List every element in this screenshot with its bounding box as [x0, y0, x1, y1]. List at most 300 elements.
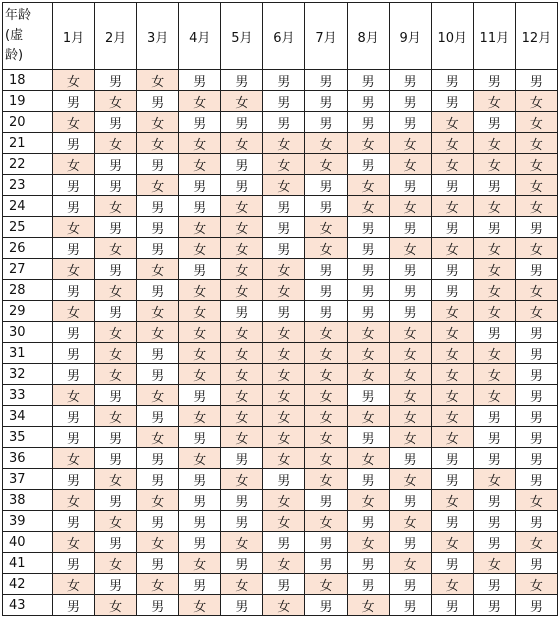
- gender-cell: 男: [179, 175, 221, 196]
- gender-cell: 女: [95, 553, 137, 574]
- gender-cell: 女: [221, 574, 263, 595]
- gender-cell: 男: [347, 385, 389, 406]
- gender-cell: 男: [263, 112, 305, 133]
- gender-cell: 男: [179, 196, 221, 217]
- gender-cell: 男: [347, 469, 389, 490]
- gender-cell: 女: [95, 238, 137, 259]
- gender-cell: 女: [431, 238, 473, 259]
- gender-cell: 女: [305, 574, 347, 595]
- gender-cell: 女: [347, 175, 389, 196]
- gender-cell: 男: [95, 154, 137, 175]
- gender-cell: 女: [305, 385, 347, 406]
- gender-cell: 男: [515, 343, 557, 364]
- gender-cell: 女: [179, 238, 221, 259]
- gender-cell: 男: [305, 280, 347, 301]
- gender-cell: 男: [305, 196, 347, 217]
- gender-cell: 男: [137, 553, 179, 574]
- gender-cell: 女: [473, 301, 515, 322]
- gender-cell: 男: [347, 91, 389, 112]
- gender-cell: 男: [389, 532, 431, 553]
- gender-cell: 女: [515, 532, 557, 553]
- gender-cell: 男: [431, 175, 473, 196]
- gender-cell: 女: [95, 322, 137, 343]
- gender-cell: 女: [347, 406, 389, 427]
- gender-cell: 男: [389, 259, 431, 280]
- gender-cell: 男: [473, 70, 515, 91]
- gender-cell: 男: [263, 196, 305, 217]
- gender-cell: 女: [347, 448, 389, 469]
- gender-cell: 男: [179, 469, 221, 490]
- gender-cell: 男: [137, 217, 179, 238]
- gender-cell: 女: [347, 322, 389, 343]
- gender-cell: 男: [389, 490, 431, 511]
- gender-cell: 男: [179, 70, 221, 91]
- gender-cell: 女: [53, 385, 95, 406]
- gender-cell: 男: [515, 553, 557, 574]
- gender-cell: 女: [179, 364, 221, 385]
- gender-cell: 男: [389, 175, 431, 196]
- gender-cell: 男: [347, 427, 389, 448]
- gender-cell: 男: [473, 595, 515, 616]
- gender-cell: 女: [137, 259, 179, 280]
- table-row: [3, 490, 558, 511]
- gender-cell: 男: [347, 112, 389, 133]
- table-row: [3, 532, 558, 553]
- gender-cell: 男: [95, 301, 137, 322]
- table-row: [3, 553, 558, 574]
- month-header: 9月: [389, 3, 431, 70]
- gender-cell: 女: [221, 259, 263, 280]
- age-cell: 23: [3, 175, 53, 196]
- gender-cell: 女: [431, 406, 473, 427]
- gender-cell: 男: [95, 574, 137, 595]
- gender-cell: 女: [53, 154, 95, 175]
- gender-cell: 男: [515, 259, 557, 280]
- gender-cell: 女: [473, 280, 515, 301]
- age-cell: 31: [3, 343, 53, 364]
- gender-cell: 男: [179, 490, 221, 511]
- gender-cell: 男: [221, 70, 263, 91]
- gender-cell: 女: [221, 196, 263, 217]
- age-cell: 36: [3, 448, 53, 469]
- gender-cell: 女: [95, 469, 137, 490]
- gender-cell: 男: [515, 385, 557, 406]
- gender-cell: 女: [95, 133, 137, 154]
- age-cell: 20: [3, 112, 53, 133]
- gender-cell: 男: [347, 217, 389, 238]
- gender-cell: 女: [95, 280, 137, 301]
- age-cell: 42: [3, 574, 53, 595]
- gender-cell: 女: [473, 91, 515, 112]
- gender-cell: 男: [179, 427, 221, 448]
- header-row: [3, 3, 558, 70]
- month-header: 1月: [53, 3, 95, 70]
- gender-cell: 男: [305, 595, 347, 616]
- gender-cell: 女: [179, 280, 221, 301]
- gender-cell: 女: [53, 448, 95, 469]
- gender-cell: 男: [53, 553, 95, 574]
- gender-cell: 女: [53, 70, 95, 91]
- gender-cell: 男: [53, 406, 95, 427]
- gender-cell: 女: [431, 532, 473, 553]
- gender-cell: 男: [305, 91, 347, 112]
- gender-cell: 男: [95, 259, 137, 280]
- gender-cell: 女: [389, 133, 431, 154]
- gender-cell: 男: [53, 511, 95, 532]
- gender-cell: 男: [473, 112, 515, 133]
- age-cell: 19: [3, 91, 53, 112]
- gender-cell: 男: [137, 238, 179, 259]
- table-row: [3, 511, 558, 532]
- gender-cell: 女: [179, 553, 221, 574]
- gender-cell: 男: [473, 217, 515, 238]
- gender-cell: 女: [137, 427, 179, 448]
- gender-cell: 男: [305, 532, 347, 553]
- gender-cell: 女: [53, 217, 95, 238]
- gender-cell: 男: [221, 112, 263, 133]
- gender-cell: 女: [221, 343, 263, 364]
- gender-cell: 女: [515, 175, 557, 196]
- age-cell: 18: [3, 70, 53, 91]
- gender-cell: 女: [431, 301, 473, 322]
- gender-cell: 男: [137, 196, 179, 217]
- gender-cell: 男: [473, 511, 515, 532]
- gender-cell: 女: [305, 154, 347, 175]
- gender-cell: 男: [179, 532, 221, 553]
- gender-cell: 男: [305, 553, 347, 574]
- gender-cell: 女: [263, 511, 305, 532]
- gender-cell: 男: [53, 427, 95, 448]
- gender-cell: 女: [179, 595, 221, 616]
- gender-cell: 女: [305, 469, 347, 490]
- gender-cell: 女: [431, 490, 473, 511]
- age-cell: 21: [3, 133, 53, 154]
- gender-cell: 男: [347, 553, 389, 574]
- gender-cell: 男: [95, 427, 137, 448]
- age-cell: 35: [3, 427, 53, 448]
- gender-cell: 男: [473, 427, 515, 448]
- gender-cell: 女: [221, 238, 263, 259]
- gender-cell: 女: [473, 553, 515, 574]
- gender-cell: 女: [137, 175, 179, 196]
- table-row: [3, 427, 558, 448]
- gender-cell: 男: [221, 490, 263, 511]
- gender-cell: 女: [305, 427, 347, 448]
- gender-cell: 男: [389, 217, 431, 238]
- gender-cell: 女: [515, 490, 557, 511]
- age-cell: 33: [3, 385, 53, 406]
- gender-cell: 男: [473, 322, 515, 343]
- gender-cell: 男: [263, 70, 305, 91]
- gender-cell: 女: [473, 343, 515, 364]
- gender-cell: 男: [305, 301, 347, 322]
- gender-cell: 女: [263, 154, 305, 175]
- month-header: 7月: [305, 3, 347, 70]
- gender-cell: 女: [137, 112, 179, 133]
- gender-cell: 男: [95, 175, 137, 196]
- gender-cell: 男: [431, 259, 473, 280]
- gender-cell: 女: [179, 301, 221, 322]
- age-column-header: [3, 3, 53, 70]
- gender-cell: 女: [473, 133, 515, 154]
- table-row: [3, 469, 558, 490]
- month-header: 12月: [515, 3, 557, 70]
- gender-cell: 男: [179, 574, 221, 595]
- gender-cell: 男: [431, 595, 473, 616]
- gender-cell: 男: [95, 385, 137, 406]
- gender-cell: 女: [137, 322, 179, 343]
- gender-cell: 男: [137, 343, 179, 364]
- gender-cell: 女: [95, 196, 137, 217]
- gender-cell: 男: [53, 595, 95, 616]
- gender-cell: 男: [431, 511, 473, 532]
- table-row: [3, 175, 558, 196]
- gender-cell: 女: [305, 343, 347, 364]
- gender-cell: 男: [137, 448, 179, 469]
- gender-prediction-table: [2, 2, 558, 616]
- gender-cell: 女: [221, 469, 263, 490]
- gender-cell: 女: [221, 385, 263, 406]
- gender-cell: 男: [347, 280, 389, 301]
- gender-cell: 男: [515, 427, 557, 448]
- gender-cell: 男: [347, 238, 389, 259]
- gender-cell: 男: [137, 595, 179, 616]
- table-row: [3, 91, 558, 112]
- gender-cell: 女: [515, 238, 557, 259]
- age-cell: 22: [3, 154, 53, 175]
- gender-cell: 男: [263, 238, 305, 259]
- gender-cell: 女: [389, 553, 431, 574]
- gender-cell: 女: [137, 133, 179, 154]
- gender-cell: 男: [347, 301, 389, 322]
- month-header: 4月: [179, 3, 221, 70]
- gender-cell: 女: [263, 343, 305, 364]
- gender-cell: 男: [431, 91, 473, 112]
- gender-cell: 女: [263, 175, 305, 196]
- gender-cell: 女: [221, 322, 263, 343]
- gender-cell: 男: [389, 574, 431, 595]
- gender-cell: 男: [95, 70, 137, 91]
- gender-cell: 男: [137, 91, 179, 112]
- table-row: [3, 406, 558, 427]
- age-cell: 27: [3, 259, 53, 280]
- gender-cell: 男: [389, 301, 431, 322]
- gender-cell: 女: [389, 196, 431, 217]
- gender-cell: 女: [137, 490, 179, 511]
- gender-cell: 男: [95, 217, 137, 238]
- gender-cell: 男: [431, 217, 473, 238]
- gender-cell: 女: [53, 490, 95, 511]
- gender-cell: 女: [347, 196, 389, 217]
- gender-cell: 女: [263, 385, 305, 406]
- gender-cell: 男: [347, 259, 389, 280]
- age-cell: 26: [3, 238, 53, 259]
- gender-cell: 女: [389, 427, 431, 448]
- gender-cell: 女: [95, 406, 137, 427]
- gender-cell: 女: [137, 70, 179, 91]
- age-cell: 34: [3, 406, 53, 427]
- gender-cell: 男: [53, 364, 95, 385]
- gender-cell: 男: [431, 70, 473, 91]
- gender-cell: 男: [305, 490, 347, 511]
- table-row: [3, 448, 558, 469]
- table-row: [3, 574, 558, 595]
- gender-cell: 女: [431, 133, 473, 154]
- gender-cell: 男: [137, 280, 179, 301]
- gender-cell: 女: [515, 196, 557, 217]
- gender-cell: 女: [95, 91, 137, 112]
- gender-cell: 男: [389, 448, 431, 469]
- gender-cell: 男: [179, 259, 221, 280]
- gender-cell: 女: [347, 133, 389, 154]
- gender-cell: 女: [347, 595, 389, 616]
- gender-cell: 女: [431, 574, 473, 595]
- gender-cell: 女: [473, 469, 515, 490]
- table-body: [3, 70, 558, 616]
- gender-cell: 女: [473, 196, 515, 217]
- gender-cell: 女: [95, 595, 137, 616]
- gender-cell: 男: [53, 322, 95, 343]
- gender-cell: 女: [221, 364, 263, 385]
- gender-cell: 女: [347, 343, 389, 364]
- gender-cell: 男: [389, 91, 431, 112]
- gender-cell: 男: [263, 469, 305, 490]
- gender-cell: 男: [473, 532, 515, 553]
- gender-cell: 男: [263, 91, 305, 112]
- gender-cell: 女: [389, 238, 431, 259]
- gender-cell: 男: [95, 112, 137, 133]
- gender-cell: 女: [137, 385, 179, 406]
- gender-cell: 女: [431, 385, 473, 406]
- gender-cell: 男: [515, 595, 557, 616]
- gender-cell: 女: [389, 406, 431, 427]
- gender-cell: 女: [389, 364, 431, 385]
- table-header: [3, 3, 558, 70]
- gender-cell: 男: [95, 448, 137, 469]
- gender-cell: 男: [221, 301, 263, 322]
- gender-cell: 男: [305, 112, 347, 133]
- age-cell: 24: [3, 196, 53, 217]
- gender-cell: 男: [389, 112, 431, 133]
- gender-cell: 女: [221, 532, 263, 553]
- month-header: 10月: [431, 3, 473, 70]
- gender-cell: 女: [389, 511, 431, 532]
- month-header: 5月: [221, 3, 263, 70]
- gender-cell: 女: [389, 154, 431, 175]
- gender-cell: 女: [221, 217, 263, 238]
- gender-cell: 男: [389, 280, 431, 301]
- gender-cell: 男: [305, 259, 347, 280]
- gender-cell: 男: [515, 364, 557, 385]
- gender-cell: 男: [53, 469, 95, 490]
- month-header: 6月: [263, 3, 305, 70]
- gender-cell: 女: [263, 448, 305, 469]
- gender-cell: 女: [515, 133, 557, 154]
- gender-cell: 女: [389, 385, 431, 406]
- gender-cell: 女: [389, 469, 431, 490]
- gender-cell: 女: [347, 364, 389, 385]
- age-header-line: (虚: [5, 28, 24, 43]
- gender-cell: 男: [515, 70, 557, 91]
- gender-cell: 女: [263, 259, 305, 280]
- gender-cell: 女: [179, 154, 221, 175]
- gender-cell: 男: [53, 196, 95, 217]
- gender-cell: 女: [95, 343, 137, 364]
- gender-cell: 女: [515, 301, 557, 322]
- gender-cell: 女: [305, 238, 347, 259]
- gender-cell: 男: [515, 406, 557, 427]
- gender-cell: 女: [53, 532, 95, 553]
- month-header: 2月: [95, 3, 137, 70]
- gender-cell: 女: [179, 406, 221, 427]
- gender-cell: 女: [305, 322, 347, 343]
- table-row: [3, 301, 558, 322]
- gender-cell: 女: [53, 112, 95, 133]
- gender-cell: 男: [389, 595, 431, 616]
- table-row: [3, 154, 558, 175]
- gender-cell: 女: [431, 364, 473, 385]
- gender-cell: 女: [473, 238, 515, 259]
- gender-cell: 男: [347, 574, 389, 595]
- gender-cell: 男: [95, 532, 137, 553]
- gender-cell: 男: [431, 448, 473, 469]
- gender-cell: 男: [179, 385, 221, 406]
- gender-cell: 女: [389, 322, 431, 343]
- gender-cell: 男: [305, 175, 347, 196]
- age-cell: 43: [3, 595, 53, 616]
- table-row: [3, 280, 558, 301]
- table-row: [3, 259, 558, 280]
- gender-cell: 女: [431, 427, 473, 448]
- gender-cell: 男: [263, 574, 305, 595]
- gender-cell: 男: [431, 469, 473, 490]
- gender-cell: 女: [263, 364, 305, 385]
- gender-cell: 女: [431, 154, 473, 175]
- gender-cell: 男: [137, 154, 179, 175]
- gender-cell: 女: [431, 196, 473, 217]
- age-cell: 37: [3, 469, 53, 490]
- gender-cell: 女: [263, 427, 305, 448]
- gender-cell: 男: [431, 280, 473, 301]
- gender-cell: 女: [137, 532, 179, 553]
- gender-cell: 女: [221, 280, 263, 301]
- gender-cell: 女: [263, 553, 305, 574]
- gender-cell: 男: [221, 154, 263, 175]
- gender-cell: 女: [179, 133, 221, 154]
- month-header: 8月: [347, 3, 389, 70]
- gender-cell: 女: [263, 595, 305, 616]
- gender-cell: 女: [305, 217, 347, 238]
- gender-cell: 男: [515, 217, 557, 238]
- gender-cell: 女: [95, 364, 137, 385]
- age-cell: 39: [3, 511, 53, 532]
- gender-cell: 男: [515, 448, 557, 469]
- gender-cell: 女: [179, 91, 221, 112]
- gender-cell: 男: [305, 70, 347, 91]
- gender-cell: 女: [137, 301, 179, 322]
- gender-cell: 男: [137, 511, 179, 532]
- age-cell: 41: [3, 553, 53, 574]
- gender-cell: 男: [263, 301, 305, 322]
- gender-cell: 男: [179, 511, 221, 532]
- gender-cell: 女: [305, 406, 347, 427]
- table-row: [3, 343, 558, 364]
- table-row: [3, 70, 558, 91]
- gender-cell: 女: [179, 322, 221, 343]
- gender-cell: 男: [263, 532, 305, 553]
- table-row: [3, 322, 558, 343]
- gender-cell: 女: [53, 574, 95, 595]
